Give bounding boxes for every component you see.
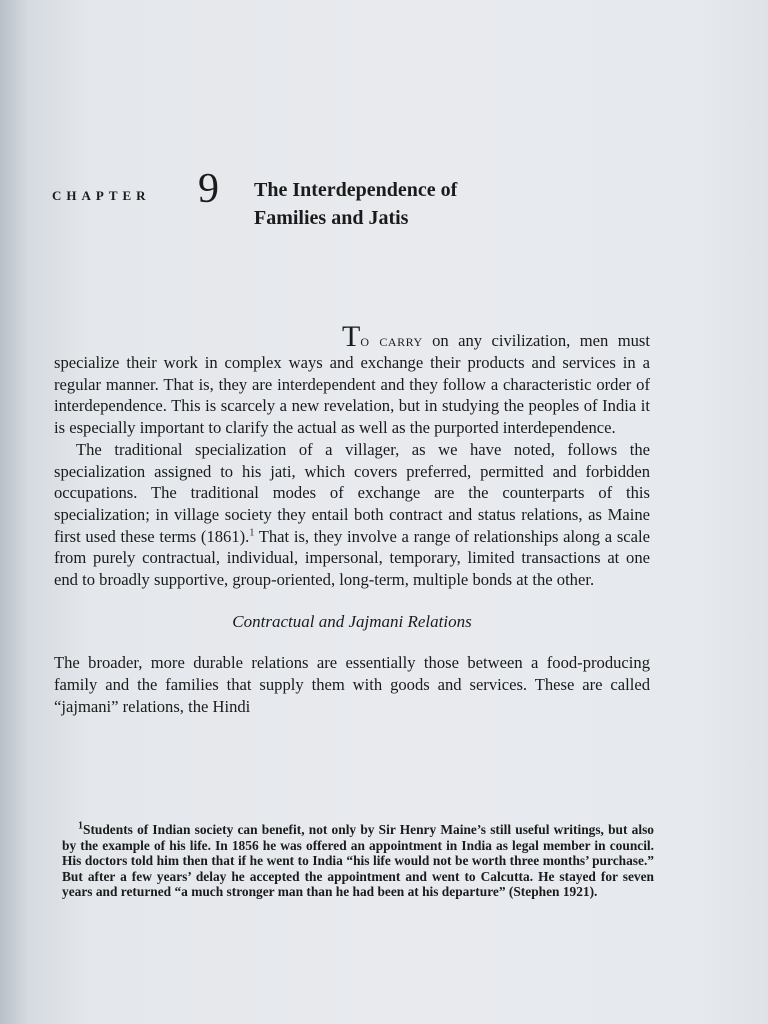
paragraph-1	[54, 322, 650, 439]
paragraph-2-text-a: The traditional specialization of a villager, as we have noted, follows the specialization assigned to his jati, which covers preferred, permitted and forbidden occupations. The traditional modes of exchange are the counterparts of this specialization; in village society they entail both contract and status relations, as Maine first used these terms (1861).	[54, 439, 650, 546]
footnote-text: Students of Indian society can benefit, not only by Sir Henry Maine’s still useful writings, but also by the example of his life. In 1856 he was offered an appointment in India as legal member in council. His doctors told him then that if he went to India “his life would not be worth three months’ purchase.” But after a few years’ delay he accepted the appointment and went to Calcutta. He stayed for seven years and returned “a much stronger man than he had been at his departure” (Stephen 1921).	[62, 822, 654, 899]
chapter-title-line-2: Families and Jatis	[254, 207, 409, 229]
footnote-marker: 1	[78, 820, 83, 832]
footnote-paragraph	[62, 822, 654, 900]
chapter-heading	[52, 166, 652, 240]
paragraph-2-text-b: That is, they involve a range of relationships along a scale from purely contractual, individual, impersonal, temporary, limited transactions at one end to broadly supportive, group-oriented, long-term, multiple bonds at the other.	[54, 526, 650, 590]
footnote-reference: 1	[249, 527, 255, 539]
paragraph-2	[54, 439, 650, 591]
chapter-title	[254, 176, 457, 232]
paragraph-3: The broader, more durable relations are essentially those between a food-producing family and the families that supply them with goods and services. These are called “jajmani” relations, the Hindi	[54, 653, 650, 716]
drop-cap: T	[342, 320, 361, 353]
footnote	[62, 822, 654, 900]
chapter-label: CHAPTER	[52, 188, 151, 203]
body-text	[54, 322, 650, 718]
lead-in-smallcaps: o carry	[360, 331, 423, 350]
chapter-number: 9	[198, 166, 219, 212]
chapter-title-line-1: The Interdependence of	[254, 179, 458, 201]
section-heading: Contractual and Jajmani Relations	[232, 611, 472, 631]
paragraph-1-text: on any civilization, men must specialize their work in complex ways and exchange their products and services in a regular manner. That is, they are interdependent and they follow a characteristic order of interdependence. This is scarcely a new revelation, but in studying the peoples of India it is especially important to clarify the actual as well as the purported interdependence.	[54, 331, 651, 438]
